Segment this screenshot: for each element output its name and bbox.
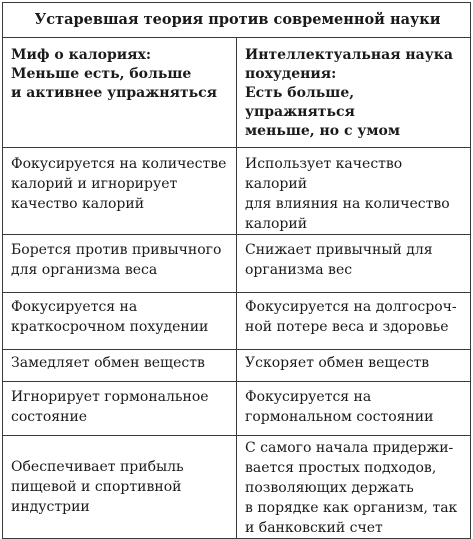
cell-right: С самого начала придержи- вается простых подходов, позволяющих держать в порядке как организм, так и банковский счет (237, 436, 471, 539)
comparison-table (2, 2, 471, 539)
table-row (3, 235, 471, 293)
header-left: Миф о калориях: Меньше есть, больше и активнее упражняться (3, 38, 237, 148)
header-right: Интеллектуальная наука похудения: Есть больше, упражняться меньше, но с умом (237, 38, 471, 148)
table-row (3, 293, 471, 350)
cell-left: Фокусируется на количестве калорий и игнорирует качество калорий (3, 148, 237, 235)
title-row (3, 3, 471, 38)
header-row (3, 38, 471, 148)
cell-left: Игнорирует гормональное состояние (3, 382, 237, 436)
cell-right: Фокусируется на долгосроч- ной потере веса и здоровье (237, 293, 471, 350)
cell-right: Ускоряет обмен веществ (237, 350, 471, 382)
cell-right: Фокусируется на гормональном состоянии (237, 382, 471, 436)
table-row (3, 350, 471, 382)
table-row (3, 436, 471, 539)
cell-left: Фокусируется на краткосрочном похудении (3, 293, 237, 350)
table-row (3, 382, 471, 436)
cell-right: Снижает привычный для организма вес (237, 235, 471, 293)
cell-left: Обеспечивает прибыль пищевой и спортивной индустрии (3, 436, 237, 539)
cell-right: Использует качество калорий для влияния на количество калорий (237, 148, 471, 235)
cell-left: Замедляет обмен веществ (3, 350, 237, 382)
cell-left: Борется против привычного для организма веса (3, 235, 237, 293)
table-title: Устаревшая теория против современной науки (3, 3, 471, 38)
table-row (3, 148, 471, 235)
